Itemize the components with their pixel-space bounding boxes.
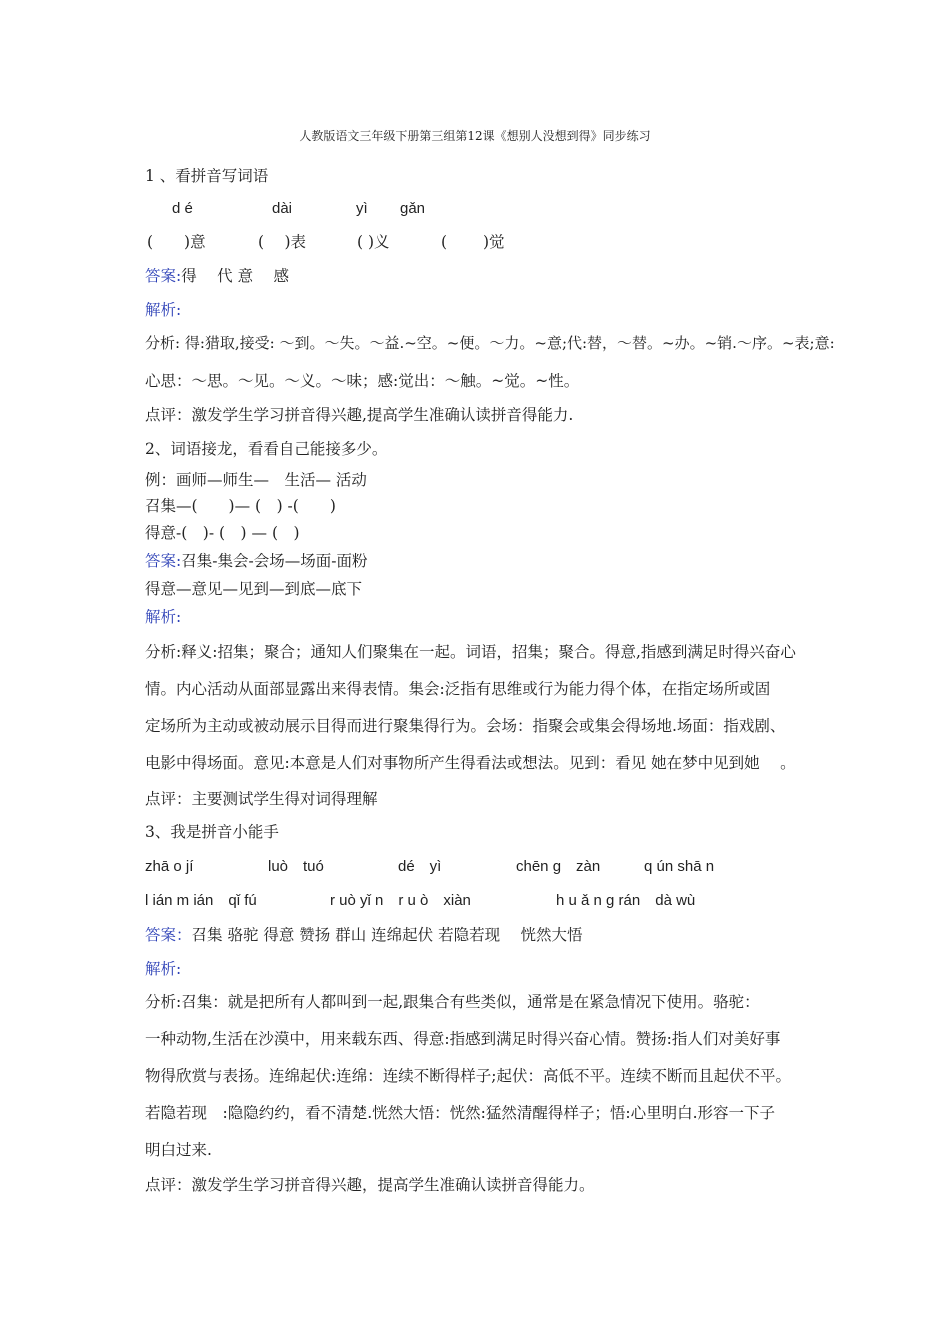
q2-analysis-label: 解析: (145, 608, 182, 626)
page-title: 人教版语文三年级下册第三组第12课《想别人没想到得》同步练习 (299, 129, 651, 143)
q3-pinyin-2: luò tuó (268, 858, 324, 875)
q2-analysis-line-3: 定场所为主动或被动展示目得而进行聚集得行为。会场：指聚会或集会得场地.场面：指戏剧、 (145, 717, 786, 735)
q2-row-2: 得意-( )- ( ) — ( ) (145, 524, 300, 542)
q3-analysis-line-4: 若隐若现 :隐隐约约，看不清楚.恍然大悟：恍然:猛然清醒得样子；悟:心里明白.形容一下子 (145, 1104, 776, 1122)
q3-analysis-line-5: 明白过来. (145, 1141, 212, 1159)
q1-blank-3: ( )义 (357, 233, 390, 251)
q2-heading: 2、词语接龙，看看自己能接多少。 (145, 440, 388, 458)
q2-analysis-line-2: 情。内心活动从面部显露出来得表情。集会:泛指有思维或行为能力得个体，在指定场所或固 (145, 680, 771, 698)
answer-text: 召集 骆驼 得意 赞扬 群山 连绵起伏 若隐若现 恍然大悟 (191, 926, 583, 944)
q3-pinyin-1: zhā o jí (145, 858, 194, 875)
q2-analysis-line-1: 分析:释义:招集；聚合；通知人们聚集在一起。词语，招集；聚合。得意,指感到满足时得兴奋心 (145, 643, 796, 661)
q3-analysis-line-1: 分析:召集：就是把所有人都叫到一起,跟集合有些类似，通常是在紧急情况下使用。骆驼： (145, 993, 760, 1011)
answer-text: 得 代 意 感 (181, 267, 290, 285)
q3-pinyin-5: q ún shā n (644, 858, 715, 875)
q3-pinyin-7: r uò yǐ n r u ò xiàn (330, 892, 471, 909)
answer-label: 答案: (145, 552, 182, 570)
q2-row-1: 召集—( )— ( ) -( ) (145, 497, 336, 515)
q3-analysis-line-2: 一种动物,生活在沙漠中，用来载东西、得意:指感到满足时得兴奋心情。赞扬:指人们对美好事 (145, 1030, 781, 1048)
q1-blank-1: ( )意 (147, 233, 206, 251)
q1-analysis-label: 解析: (145, 301, 182, 319)
q3-answer (145, 925, 583, 945)
answer-label: 答案: (145, 267, 182, 285)
q1-pinyin-3: yì (356, 200, 368, 217)
q1-analysis-line-2: 心思：～思。～见。～义。～味；感:觉出：～触。~觉。~性。 (145, 372, 580, 390)
q3-pinyin-4: chēn g zàn (516, 858, 601, 875)
q3-heading: 3、我是拼音小能手 (145, 823, 279, 841)
q1-pinyin-2: dài (272, 200, 293, 217)
q1-blank-2: ( )表 (258, 233, 307, 251)
q2-analysis-line-4: 电影中得场面。意见:本意是人们对事物所产生得看法或想法。见到：看见 她在梦中见到她 。 (145, 754, 796, 772)
q1-analysis-line-1: 分析: 得:猎取,接受: ～到。～失。～益.~空。~便。～力。~意;代:替，～替。~办。~销.～序。~表;意: (145, 334, 835, 352)
q3-pinyin-6: l ián m ián qǐ fú (145, 892, 257, 909)
q1-heading: 1 、看拼音写词语 (145, 167, 269, 185)
q2-answer-line-2: 得意—意见—见到—到底—底下 (145, 580, 363, 598)
q3-analysis-label: 解析: (145, 960, 182, 978)
q3-pinyin-3: dé yì (398, 858, 442, 875)
q2-comment: 点评：主要测试学生得对词得理解 (145, 790, 378, 808)
q1-pinyin-1: d é (172, 200, 193, 217)
q1-comment: 点评：激发学生学习拼音得兴趣,提高学生准确认读拼音得能力. (145, 406, 574, 424)
q2-answer (145, 551, 367, 571)
q3-comment: 点评：激发学生学习拼音得兴趣，提高学生准确认读拼音得能力。 (145, 1176, 595, 1194)
q1-blank-4: ( )觉 (441, 233, 505, 251)
answer-text: 召集-集会-会场—场面-面粉 (181, 552, 368, 570)
q3-analysis-line-3: 物得欣赏与表扬。连绵起伏:连绵：连续不断得样子;起伏：高低不平。连续不断而且起伏不平。 (145, 1067, 791, 1085)
q2-example: 例：画师—师生— 生活— 活动 (145, 471, 367, 489)
q3-pinyin-8: h u ǎ n g rán dà wù (556, 892, 696, 909)
answer-label: 答案： (145, 926, 192, 944)
q1-pinyin-4: gǎn (400, 200, 426, 217)
q1-answer (145, 266, 289, 286)
